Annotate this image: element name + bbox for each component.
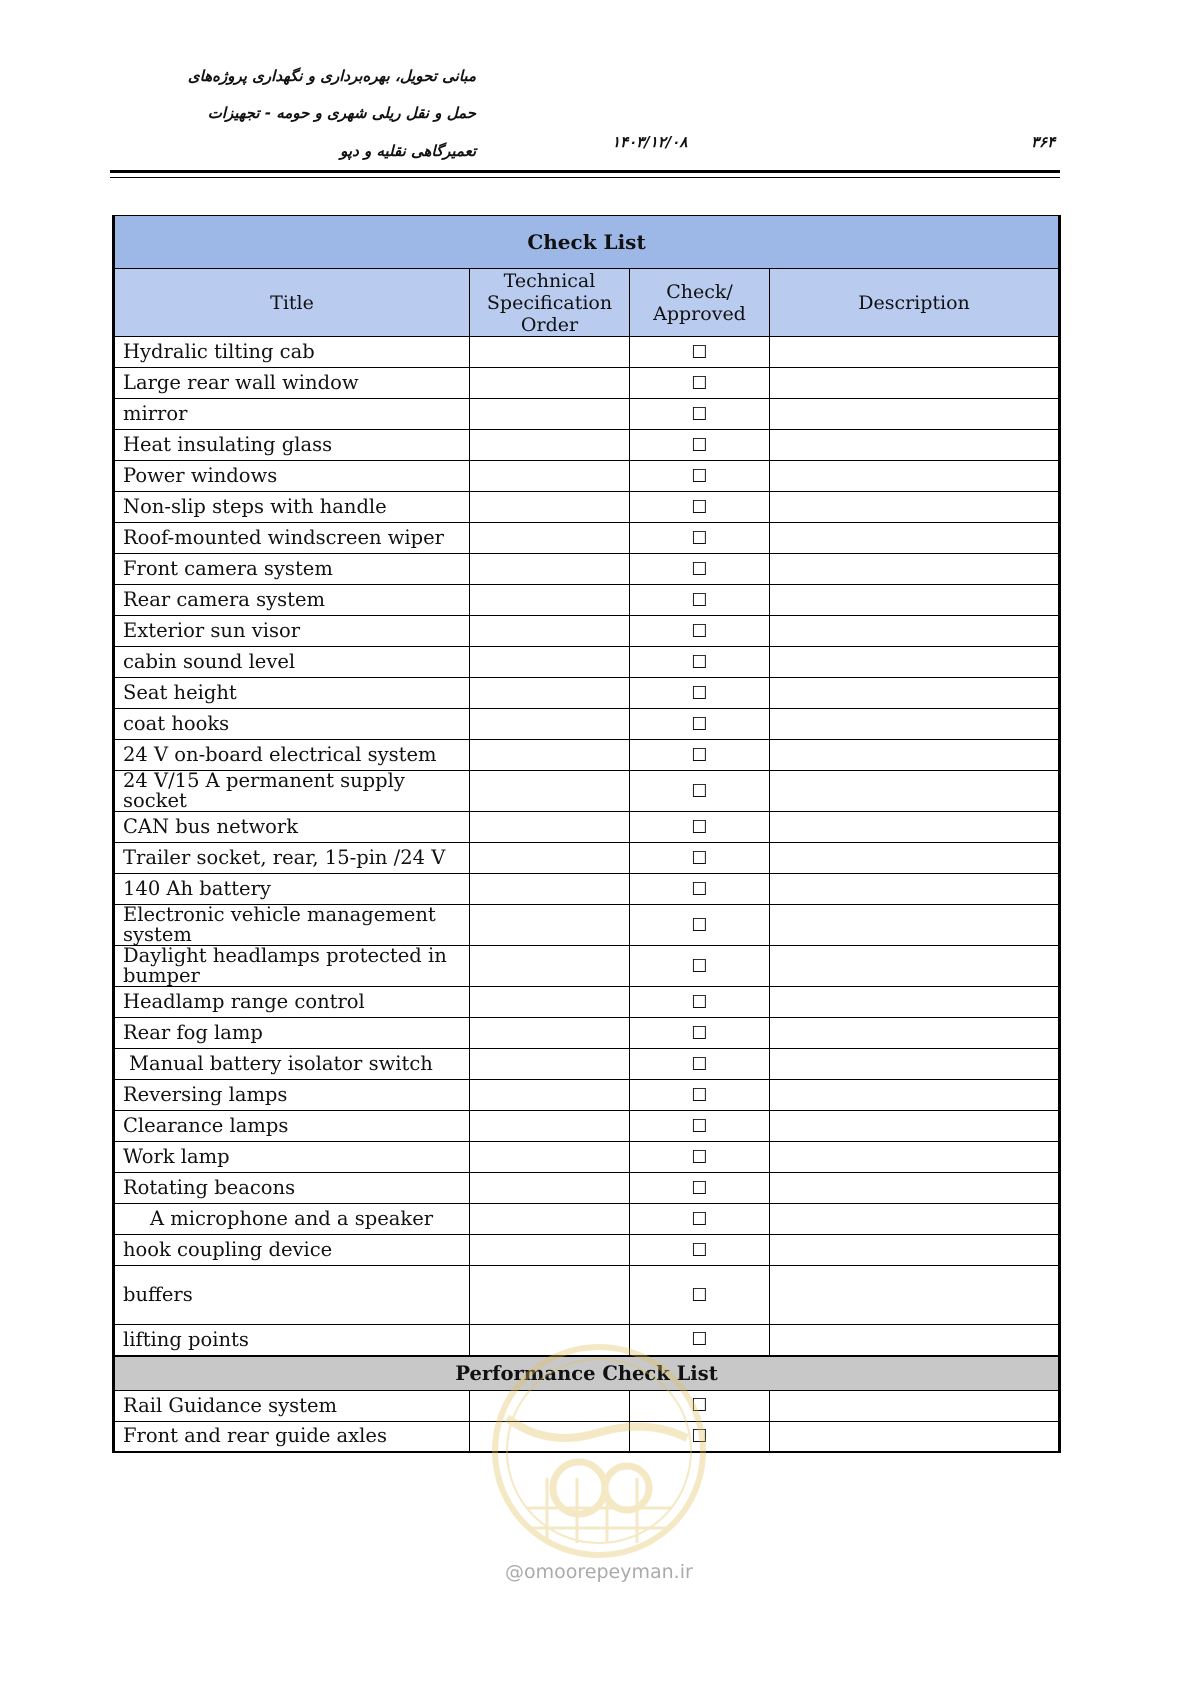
row-description-cell [770,905,1060,946]
row-title-cell [114,1018,470,1049]
table-caption: Check List [114,216,1060,269]
row-title-line: Trailer socket, rear, 15-pin /24 V [123,846,446,869]
table-row [114,812,1060,843]
section-title-performance: Performance Check List [114,1356,1060,1391]
row-spec-order-cell [470,1111,630,1142]
row-title-line: coat hooks [123,712,230,735]
row-spec-order-cell [470,1049,630,1080]
checkbox[interactable]: ☐ [691,558,708,580]
row-description-cell [770,1390,1060,1421]
watermark-url: @omoorepeyman.ir [505,1561,693,1583]
row-spec-order-cell [470,647,630,678]
row-title-line: mirror [123,402,188,425]
row-check-cell [630,843,770,874]
table-row [114,430,1060,461]
row-description-cell [770,368,1060,399]
row-description-cell [770,874,1060,905]
row-title-line: Hydralic tilting cab [123,340,315,363]
checkbox[interactable]: ☐ [691,816,708,838]
row-description-cell [770,616,1060,647]
row-description-cell [770,1142,1060,1173]
row-title-cell [114,430,470,461]
row-spec-order-cell [470,1018,630,1049]
row-title-line: buffers [123,1283,193,1306]
row-check-cell [630,1080,770,1111]
table-row [114,905,1060,946]
row-title-cell [114,740,470,771]
table-row [114,1421,1060,1452]
checkbox[interactable]: ☐ [691,1177,708,1199]
column-header-spec-line: Specification [486,291,613,314]
row-title-line: 24 V on-board electrical system [123,743,437,766]
row-title-cell [114,946,470,987]
checkbox[interactable]: ☐ [691,1208,708,1230]
checkbox[interactable]: ☐ [691,744,708,766]
row-check-cell [630,812,770,843]
row-check-cell [630,1111,770,1142]
row-title-line: Headlamp range control [123,990,365,1013]
row-check-cell [630,1390,770,1421]
column-header-spec-order [470,269,630,337]
row-spec-order-cell [470,812,630,843]
row-title-line: Reversing lamps [123,1083,288,1106]
row-check-cell [630,874,770,905]
checkbox[interactable]: ☐ [691,713,708,735]
checkbox[interactable]: ☐ [691,914,708,936]
row-title-line: lifting points [123,1327,249,1351]
row-spec-order-cell [470,740,630,771]
row-title-line: hook coupling device [123,1238,333,1261]
page-number: ۳۶۴ [1031,133,1056,151]
checkbox[interactable]: ☐ [691,1053,708,1075]
header-date: ۱۴۰۳/۱۲/۰۸ [612,133,688,151]
column-header-check [630,269,770,337]
table-row [114,1111,1060,1142]
checkbox[interactable]: ☐ [691,847,708,869]
row-title-cell [114,585,470,616]
row-spec-order-cell [470,554,630,585]
row-spec-order-cell [470,678,630,709]
row-title-cell [114,843,470,874]
row-description-cell [770,771,1060,812]
checkbox[interactable]: ☐ [691,527,708,549]
table-row [114,647,1060,678]
row-title-cell [114,337,470,368]
row-check-cell [630,585,770,616]
checkbox[interactable]: ☐ [691,991,708,1013]
row-title-line: 24 V/15 A permanent supply [123,769,405,792]
row-description-cell [770,709,1060,740]
row-check-cell [630,399,770,430]
row-title-cell [114,399,470,430]
table-row [114,874,1060,905]
row-spec-order-cell [470,874,630,905]
checkbox[interactable]: ☐ [691,341,708,363]
table-row [114,1235,1060,1266]
column-header-spec-line: Technical [503,269,596,292]
row-title-cell [114,461,470,492]
checkbox[interactable]: ☐ [691,1284,708,1306]
table-row [114,1325,1060,1356]
header-title-line-2: حمل و نقل ریلی شهری و حومه - تجهیزات [207,104,476,122]
row-check-cell [630,616,770,647]
row-check-cell [630,647,770,678]
row-check-cell [630,709,770,740]
checkbox[interactable]: ☐ [691,496,708,518]
row-title-cell [114,678,470,709]
row-spec-order-cell [470,492,630,523]
row-description-cell [770,1173,1060,1204]
row-title-cell [114,368,470,399]
row-spec-order-cell [470,1390,630,1421]
table-row [114,585,1060,616]
row-spec-order-cell [470,709,630,740]
row-description-cell [770,740,1060,771]
row-spec-order-cell [470,1421,630,1452]
checkbox[interactable]: ☐ [691,780,708,802]
row-title-line: Roof-mounted windscreen wiper [123,526,445,549]
row-title-cell [114,905,470,946]
row-title-cell [114,1080,470,1111]
row-title-line: Manual battery isolator switch [129,1052,433,1075]
row-check-cell [630,461,770,492]
row-title-cell [114,874,470,905]
checkbox[interactable]: ☐ [691,682,708,704]
row-title-cell [114,523,470,554]
row-title-cell [114,1111,470,1142]
row-description-cell [770,946,1060,987]
row-spec-order-cell [470,1266,630,1325]
row-title-cell [114,709,470,740]
checkbox[interactable]: ☐ [691,434,708,456]
column-header-check-line: Approved [653,302,746,325]
row-description-cell [770,523,1060,554]
checkbox[interactable]: ☐ [691,1146,708,1168]
table-row [114,616,1060,647]
table-row [114,1049,1060,1080]
checkbox[interactable]: ☐ [691,1395,708,1416]
row-title-cell [114,1266,470,1325]
row-description-cell [770,1266,1060,1325]
row-description-cell [770,399,1060,430]
checkbox[interactable]: ☐ [691,1022,708,1044]
row-title-line: Work lamp [123,1145,230,1168]
row-description-cell [770,1049,1060,1080]
row-title-line: A microphone and a speaker [150,1207,434,1230]
row-title-line: Front camera system [123,557,333,580]
header-rule-thick [110,170,1060,173]
table-row [114,1080,1060,1111]
table-row [114,771,1060,812]
row-check-cell [630,1325,770,1356]
row-description-cell [770,1080,1060,1111]
row-title-cell [114,1204,470,1235]
row-description-cell [770,1235,1060,1266]
table-row [114,554,1060,585]
checkbox[interactable]: ☐ [691,620,708,642]
row-check-cell [630,1266,770,1325]
row-description-cell [770,647,1060,678]
row-check-cell [630,946,770,987]
row-description-cell [770,678,1060,709]
row-check-cell [630,1142,770,1173]
checkbox[interactable]: ☐ [691,403,708,425]
header-rule-thin [110,177,1060,178]
row-spec-order-cell [470,843,630,874]
row-title-cell [114,492,470,523]
column-header-description: Description [770,269,1060,337]
row-title-line: Exterior sun visor [123,619,301,642]
row-title-cell [114,771,470,812]
table-row [114,399,1060,430]
table-row [114,1018,1060,1049]
row-check-cell [630,523,770,554]
row-title-cell [114,1325,470,1356]
row-title-cell [114,554,470,585]
row-check-cell [630,492,770,523]
table-row [114,492,1060,523]
row-check-cell [630,1173,770,1204]
checkbox[interactable]: ☐ [691,372,708,394]
row-spec-order-cell [470,616,630,647]
row-description-cell [770,1204,1060,1235]
row-description-cell [770,430,1060,461]
checkbox[interactable]: ☐ [691,1329,708,1351]
row-description-cell [770,1421,1060,1452]
row-check-cell [630,554,770,585]
row-description-cell [770,554,1060,585]
row-spec-order-cell [470,905,630,946]
row-title-cell [114,616,470,647]
checkbox[interactable]: ☐ [691,465,708,487]
checkbox[interactable]: ☐ [691,651,708,673]
row-check-cell [630,1049,770,1080]
row-title-line: Power windows [123,464,278,487]
table-row [114,1266,1060,1325]
row-title-line: Seat height [123,681,237,704]
row-title-cell [114,1173,470,1204]
row-description-cell [770,1325,1060,1356]
row-title-line: Rotating beacons [123,1176,296,1199]
table-row [114,1204,1060,1235]
row-spec-order-cell [470,1325,630,1356]
row-check-cell [630,1204,770,1235]
row-spec-order-cell [470,368,630,399]
row-title-line: Rear fog lamp [123,1021,263,1044]
table-row [114,523,1060,554]
row-description-cell [770,1111,1060,1142]
table-row [114,1173,1060,1204]
row-check-cell [630,1421,770,1452]
row-check-cell [630,1235,770,1266]
row-title-line: 140 Ah battery [123,877,271,900]
row-spec-order-cell [470,430,630,461]
row-spec-order-cell [470,585,630,616]
header-title-line-1: مبانی تحویل، بهره‌برداری و نگهداری پروژه‌های [187,67,476,85]
row-title-cell [114,1142,470,1173]
row-title-cell [114,1390,470,1421]
row-description-cell [770,1018,1060,1049]
column-header-spec-line: Order [520,313,579,336]
row-title-cell [114,812,470,843]
row-description-cell [770,492,1060,523]
table-row [114,709,1060,740]
table-row [114,843,1060,874]
checkbox[interactable]: ☐ [691,1239,708,1261]
row-title-line: Large rear wall window [123,371,359,394]
row-title-line: Daylight headlamps protected in [123,944,447,967]
row-title-line: system [123,923,192,946]
row-title-line: Non-slip steps with handle [123,495,387,518]
checkbox[interactable]: ☐ [691,1115,708,1137]
row-spec-order-cell [470,1204,630,1235]
row-title-cell [114,647,470,678]
row-spec-order-cell [470,1080,630,1111]
table-row [114,337,1060,368]
row-title-line: Electronic vehicle management [123,903,436,926]
row-description-cell [770,812,1060,843]
row-spec-order-cell [470,461,630,492]
row-check-cell [630,1018,770,1049]
column-header-title: Title [114,269,470,337]
column-header-check-line: Check/ [666,280,733,303]
row-spec-order-cell [470,337,630,368]
table-row [114,678,1060,709]
row-spec-order-cell [470,1142,630,1173]
row-title-line: Rear camera system [123,588,325,611]
row-spec-order-cell [470,987,630,1018]
table-row [114,368,1060,399]
checkbox[interactable]: ☐ [691,1425,708,1447]
row-title-line: cabin sound level [123,650,296,673]
row-check-cell [630,905,770,946]
row-title-line: CAN bus network [123,815,299,838]
header-title-line-3: تعمیرگاهی نقلیه و دپو [340,142,476,160]
row-spec-order-cell [470,1173,630,1204]
row-check-cell [630,740,770,771]
row-title-cell [114,1235,470,1266]
checkbox[interactable]: ☐ [691,955,708,977]
row-check-cell [630,430,770,461]
row-description-cell [770,585,1060,616]
row-description-cell [770,843,1060,874]
row-title-cell [114,1421,470,1452]
row-description-cell [770,461,1060,492]
table-row [114,740,1060,771]
checkbox[interactable]: ☐ [691,1084,708,1106]
row-check-cell [630,987,770,1018]
table-row [114,1142,1060,1173]
row-description-cell [770,337,1060,368]
row-spec-order-cell [470,946,630,987]
row-title-line: Rail Guidance system [123,1393,338,1417]
row-title-line: Front and rear guide axles [123,1424,387,1448]
table-row [114,461,1060,492]
checkbox[interactable]: ☐ [691,878,708,900]
row-title-line: bumper [123,964,200,987]
row-description-cell [770,987,1060,1018]
table-row [114,1390,1060,1421]
check-list-table [112,215,1061,1453]
row-title-cell [114,1049,470,1080]
row-check-cell [630,771,770,812]
row-check-cell [630,337,770,368]
row-spec-order-cell [470,771,630,812]
row-spec-order-cell [470,399,630,430]
row-spec-order-cell [470,1235,630,1266]
checkbox[interactable]: ☐ [691,589,708,611]
table-row [114,946,1060,987]
row-check-cell [630,678,770,709]
row-check-cell [630,368,770,399]
table-row [114,987,1060,1018]
row-title-cell [114,987,470,1018]
row-title-line: socket [123,789,187,812]
row-title-line: Clearance lamps [123,1114,289,1137]
row-spec-order-cell [470,523,630,554]
row-title-line: Heat insulating glass [123,433,333,456]
